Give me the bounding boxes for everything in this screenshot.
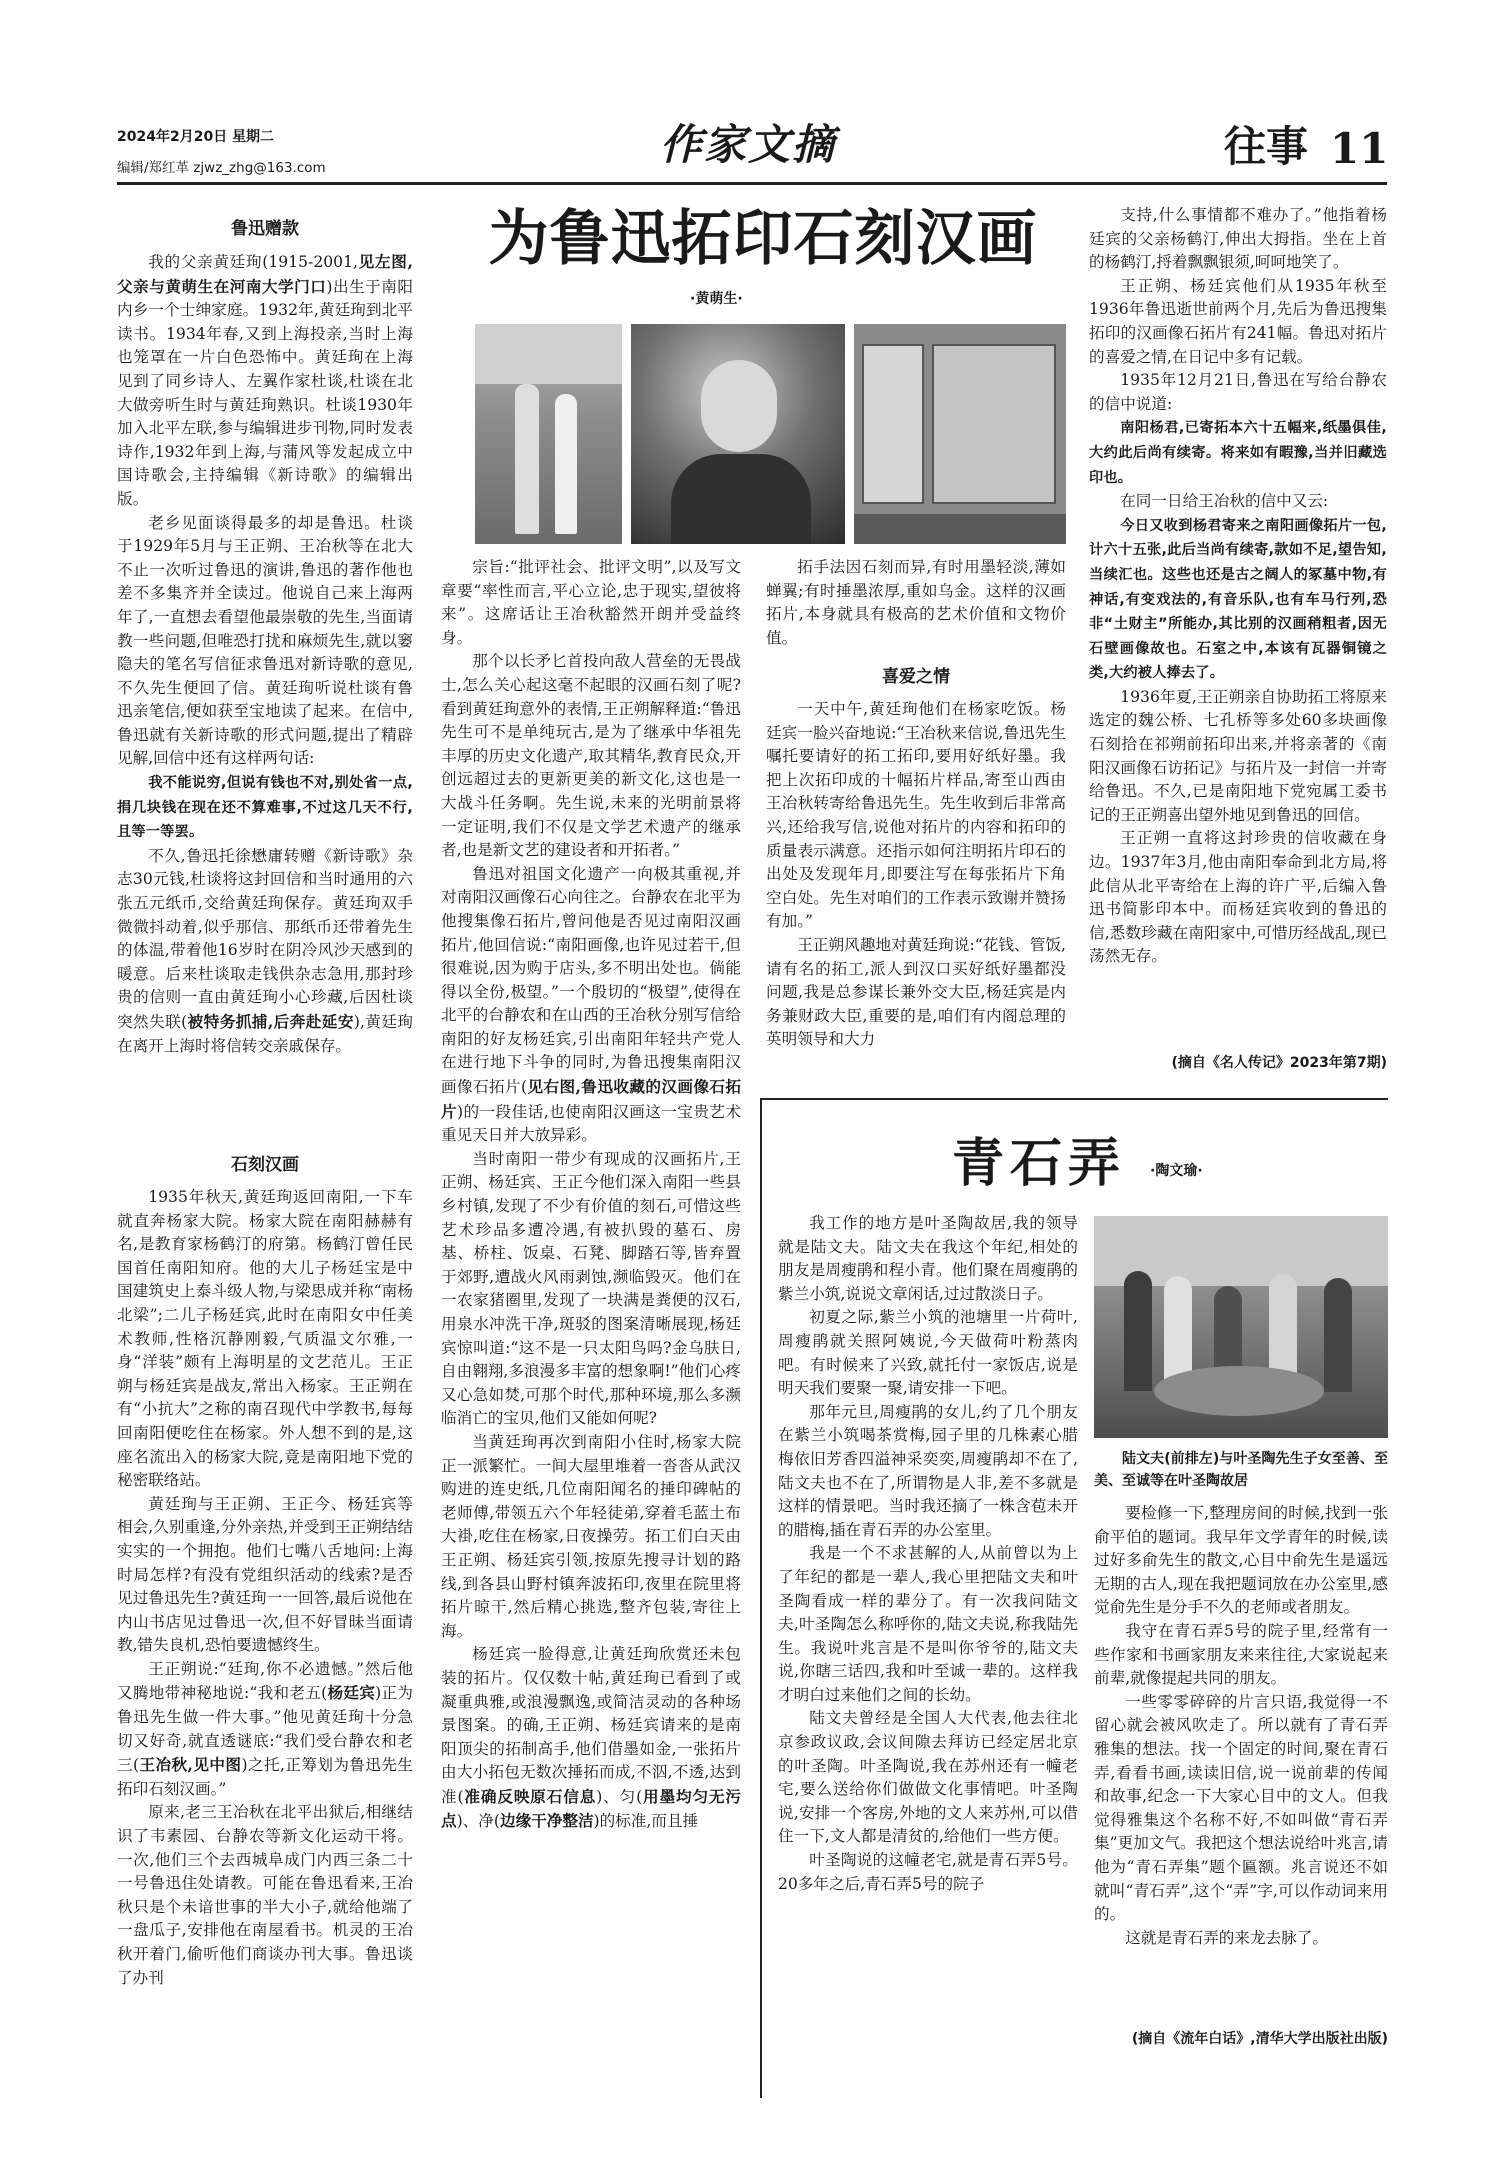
paragraph: 一些零零碎碎的片言只语,我觉得一不留心就会被风吹走了。所以就有了青石弄雅集的想法。找一个固定的时间,聚在青石弄,看看书画,读读旧信,说一说前辈的传闻和故事,纪念一下大家心目中的文人。但我觉得雅集这个名称不好,不如叫做“青石弄集”更加文气。我把这个想法说给叶兆言,请他为“青石弄集”题个匾额。兆言说还不如就叫“青石弄”,这个“弄”字,可以作动词来用的。: [1094, 1692, 1388, 1924]
paragraph: 那个以长矛匕首投向敌人营垒的无畏战士,怎么关心起这毫不起眼的汉画石刻了呢?看到黄廷珣意外的表情,王正朔解释道:“鲁迅先生可不是单纯玩古,是为了继承中华祖先丰厚的历史文化遗产,取其精华,教育民众,开创远超过去的更新更美的新文化,这也是一大战斗任务啊。先生说,未来的光明前景将一定证明,我们不仅是文学艺术遗产的继承者,也是新文艺的建设者和开拓者。”: [441, 652, 741, 860]
paragraph: 我的父亲黄廷珣(1915-2001,见左图,父亲与黄萌生在河南大学门口)出生于南阳内乡一个士绅家庭。1932年,黄廷珣到北平读书。1934年春,又到上海投亲,当时上海也笼罩在一片白色恐怖中。黄廷珣在上海见到了同乡诗人、左翼作家杜谈,杜谈在北大做旁听生时与黄廷珣熟识。杜谈1930年加入北平左联,参与编辑进步刊物,同时发表诗作,1932年到上海,与蒲风等发起成立中国诗歌会,主持编辑《新诗歌》的编辑出版。: [117, 252, 413, 508]
paragraph: 当黄廷珣再次到南阳小住时,杨家大院正一派繁忙。一间大屋里堆着一沓沓从武汉购进的连史纸,几位南阳闻名的捶印碑帖的老师傅,带领五六个年轻徒弟,穿着毛蓝土布大褂,吃住在杨家,日夜操劳。拓工们白天由王正朔、杨廷宾引领,按原先搜寻计划的路线,到各县山野村镇奔波拓印,夜里在院里将拓片晾干,然后精心挑选,整齐包装,寄往上海。: [441, 1432, 741, 1640]
photo-lu-wenfu-group: [1094, 1216, 1388, 1438]
paragraph: 杨廷宾一脸得意,让黄廷珣欣赏还未包装的拓片。仅仅数十帖,黄廷珣已看到了或凝重典雅,或浪漫飘逸,或简洁灵动的各种场景图案。的确,王正朔、杨廷宾请来的是南阳顶尖的拓制高手,他们借墨如金,一张拓片由大小拓包无数次捶拓而成,不泅,不透,达到准(准确反映原石信息)、匀(用墨均匀无污点)、净(边缘干净整洁)的标准,而且捶: [441, 1645, 741, 1831]
article1-col3-part1: [766, 556, 1066, 652]
photo-rubbings-exhibit: [854, 324, 1066, 544]
paragraph: 王正朔风趣地对黄廷珣说:“花钱、管饭,请有名的拓工,派人到汉口买好纸好墨都没问题,我是总参谋长兼外交大臣,杨廷宾是内务兼财政大臣,重要的是,咱们有内阁总理的英明领导和大力: [766, 935, 1066, 1049]
article1-col4: [1089, 204, 1387, 1038]
header-rule: [117, 182, 1387, 185]
paragraph: 陆文夫曾经是全国人大代表,他去往北京参政议政,会议间隙去拜访已经定居北京的叶圣陶。叶圣陶说,我在苏州还有一幢老宅,要么送给你们做做文化事情吧。叶圣陶说,安排一个客房,外地的文人来苏州,可以借住一下,文人都是清贫的,给他们一些方便。: [778, 1709, 1078, 1846]
photo-father-and-son: [475, 324, 622, 544]
photo-caption: 陆文夫(前排左)与叶圣陶先生子女至善、至美、至诚等在叶圣陶故居: [1094, 1451, 1388, 1489]
subheading-lu-xun-donation: 鲁迅赠款: [231, 219, 299, 239]
section-title: 往事: [1224, 122, 1309, 171]
paragraph: 我工作的地方是叶圣陶故居,我的领导就是陆文夫。陆文夫在我这个年纪,相处的朋友是周瘦鹃和程小青。他们聚在周瘦鹃的紫兰小筑,说说文章闲话,过过散淡日子。: [778, 1214, 1078, 1303]
article1-col1-part1: [117, 250, 413, 1138]
article1-source: (摘自《名人传记》2023年第7期): [1171, 1055, 1387, 1071]
article1-col2: [441, 556, 741, 2086]
paragraph: 鲁迅对祖国文化遗产一向极其重视,并对南阳汉画像石心向往之。台静农在北平为他搜集像石拓片,曾问他是否见过南阳汉画拓片,他回信说:“南阳画像,也许见过若干,但很难说,因为购于店头,多不明出处也。倘能得以全份,极望。”一个殷切的“极望”,使得在北平的台静农和在山西的王冶秋分别写信给南阳的好友杨廷宾,引出南阳年轻共产党人在进行地下斗争的同时,为鲁迅搜集南阳汉画像石拓片(见右图,鲁迅收藏的汉画像石拓片)的一段佳话,也使南阳汉画这一宝贵艺术重见天日并大放异彩。: [441, 864, 741, 1145]
paragraph: 在同一日给王冶秋的信中又云:: [1120, 492, 1329, 511]
paragraph: 拓手法因石刻而异,有时用墨轻淡,薄如蝉翼;有时捶墨浓厚,重如乌金。这样的汉画拓片,本身就具有极高的艺术价值和文物价值。: [766, 558, 1066, 647]
paragraph: 支持,什么事情都不难办了。”他指着杨廷宾的父亲杨鹤汀,伸出大拇指。坐在上首的杨鹤汀,捋着飘飘银须,呵呵地笑了。: [1089, 206, 1387, 272]
paragraph: 老乡见面谈得最多的却是鲁迅。杜谈于1929年5月与王正朔、王冶秋等在北大不止一次听过鲁迅的演讲,鲁迅的著作他也差不多集齐并全读过。他说自己来上海两年了,一直想去看望他最崇敬的先生,当面请教一些问题,但唯恐打扰和麻烦先生,就以窭隐夫的笔名写信征求鲁迅对新诗歌的意见,不久先生便回了信。黄廷珣听说杜谈有鲁迅亲笔信,便如获至宝地读了起来。在信中,鲁迅就有关新诗歌的形式问题,提出了精辟见解,回信中还有这样两句话:: [117, 513, 413, 768]
paragraph: 我不能说穷,但说有钱也不对,别处省一点,捐几块钱在现在还不算难事,不过这几天不行,且等一等罢。: [117, 775, 413, 841]
paragraph: 1936年夏,王正朔亲自协助拓工将原来选定的魏公桥、七孔桥等多处60多块画像石刻拾在祁朔前拓印出来,并将亲著的《南阳汉画像石访拓记》与拓片及一封信一并寄给鲁迅。不久,已是南阳地下党宛属工委书记的王正朔喜出望外地见到鲁迅的回信。: [1089, 687, 1387, 824]
article2-title: 青石弄: [952, 1134, 1127, 1194]
paragraph: 王正朔一直将这封珍贵的信收藏在身边。1937年3月,他由南阳奉命到北方局,将此信从北平寄给在上海的许广平,后编入鲁迅书简影印本中。而杨廷宾收到的鲁迅的信,悉数珍藏在南阳家中,可惜历经战乱,现已荡然无存。: [1089, 829, 1387, 966]
article-byline: ·黄萌生·: [690, 291, 743, 307]
paragraph: 黄廷珣与王正朔、王正今、杨廷宾等相会,久别重逢,分外亲热,并受到王正朔结结实实的一个拥抱。他们七嘴八舌地问:上海时局怎样?有没有党组织活动的线索?是否见过鲁迅先生?黄廷珣一一回答,最后说他在内山书店见过鲁迅一次,但不好冒昧当面请教,错失良机,恐怕要遗憾终生。: [117, 1494, 413, 1655]
masthead: 作家文摘: [660, 120, 837, 169]
paragraph: 我守在青石弄5号的院子里,经常有一些作家和书画家朋友来来往往,大家说起来前辈,就像提起共同的朋友。: [1094, 1621, 1388, 1688]
article-title: 为鲁迅拓印石刻汉画: [488, 204, 1038, 274]
paragraph: 今日又收到杨君寄来之南阳画像拓片一包,计六十五张,此后当尚有续寄,款如不足,望告知,当续汇也。这些也还是古之阔人的冢墓中物,有神话,有变戏法的,有音乐队,也有车马行列,恐非“土财主”所能办,其比别的汉画稍粗者,因无石壁画像故也。石室之中,本该有瓦器铜镜之类,大约被人捧去了。: [1089, 517, 1387, 682]
paragraph: 王正朔、杨廷宾他们从1935年秋至1936年鲁迅逝世前两个月,先后为鲁迅搜集拓印的汉画像石拓片有241幅。鲁迅对拓片的喜爱之情,在日记中多有记载。: [1089, 276, 1387, 366]
paragraph: 当时南阳一带少有现成的汉画拓片,王正朔、杨廷宾、王正今他们深入南阳一些县乡村镇,发现了不少有价值的刻石,可惜这些艺术珍品多遭冷遇,有被扒毁的墓石、房基、桥柱、饭桌、石凳、脚踏石等,皆弃置于郊野,遭战火风雨剥蚀,濒临毁灭。他们在一农家猪圈里,发现了一块满是粪便的汉石,用泉水冲洗干净,斑驳的图案清晰展现,杨廷宾惊叫道:“这不是一只太阳鸟吗?金乌肤日,自由翱翔,多浪漫多丰富的想象啊!”他们心疼又心急如焚,可那个时代,那种环境,那么多濒临消亡的宝贝,他们又能如何呢?: [441, 1149, 741, 1428]
article2-byline: ·陶文瑜·: [1150, 1163, 1203, 1179]
subheading-stone-carving: 石刻汉画: [231, 1155, 299, 1175]
paragraph: 原来,老三王冶秋在北平出狱后,相继结识了韦素园、台静农等新文化运动干将。一次,他们三个去西城阜成门内西三条二十一号鲁迅住处请教。可能在鲁迅看来,王冶秋只是个未谙世事的半大小子,就给他端了一盘瓜子,安排他在南屋看书。机灵的王冶秋开着门,偷听他们商谈办刊大事。鲁迅谈了办刊: [117, 1803, 413, 1987]
editor-credit: 编辑/郑红革 zjwz_zhg@163.com: [117, 160, 326, 176]
paragraph: 南阳杨君,已寄拓本六十五幅来,纸墨俱佳,大约此后尚有续寄。将来如有暇豫,当并旧藏选印也。: [1089, 420, 1387, 486]
article2-source: (摘自《流年白话》,清华大学出版社出版): [1131, 2031, 1388, 2047]
paragraph: 初夏之际,紫兰小筑的池塘里一片荷叶,周瘦鹃就关照阿姨说,今天做荷叶粉蒸肉吧。有时候来了兴致,就托付一家饭店,说是明天我们要聚一聚,请安排一下吧。: [778, 1308, 1078, 1398]
paragraph: 宗旨:“批评社会、批评文明”,以及写文章要“率性而言,平心立论,忠于现实,望彼将来”。这席话让王冶秋豁然开朗并受益终身。: [441, 558, 741, 647]
paragraph: 那年元旦,周瘦鹃的女儿,约了几个朋友在紫兰小筑喝茶赏梅,园子里的几株素心腊梅依旧芳香四溢神采奕奕,周瘦鹃却不在了,陆文夫也不在了,所谓物是人非,差不多就是这样的情景吧。当时我还摘了一株含苞未开的腊梅,插在青石弄的办公室里。: [778, 1402, 1078, 1539]
paragraph: 1935年秋天,黄廷珣返回南阳,一下车就直奔杨家大院。杨家大院在南阳赫赫有名,是教育家杨鹤汀的府第。杨鹤汀曾任民国首任南阳知府。他的大儿子杨廷宝是中国建筑史上泰斗级人物,与梁思成并称“南杨北梁”;二儿子杨廷宾,此时在南阳女中任美术教师,性格沉静刚毅,气质温文尔雅,一身“洋装”颇有上海明星的文艺范儿。王正朔与杨廷宾是战友,常出入杨家。王正朔在有“小抗大”之称的南召现代中学教书,每每回南阳便吃住在杨家。外人想不到的是,这座名流出入的杨家大院,竟是南阳地下党的秘密联络站。: [117, 1188, 413, 1490]
paragraph: 我是一个不求甚解的人,从前曾以为上了年纪的都是一辈人,我心里把陆文夫和叶圣陶看成一样的辈分了。有一次我问陆文夫,叶圣陶怎么称呼你的,陆文夫说,称我陆先生。我说叶兆言是不是叫你爷爷的,陆文夫说,你瞎三话四,我和叶至诚一辈的。这样我才明白过来他们之间的长幼。: [778, 1544, 1078, 1704]
paragraph: 不久,鲁迅托徐懋庸转赠《新诗歌》杂志30元钱,杜谈将这封回信和当时通用的六张五元纸币,交给黄廷珣保存。黄廷珣双手微微抖动着,似乎那信、那纸币还带着先生的体温,带着他16岁时在阴冷风沙天感到的暖意。后来杜谈取走钱供杂志急用,那封珍贵的信则一直由黄廷珣小心珍藏,后因杜谈突然失联(被特务抓捕,后奔赴延安),黄廷珣在离开上海时将信转交亲戚保存。: [117, 846, 413, 1055]
paragraph: 王正朔说:“廷珣,你不必遗憾。”然后他又腾地带神秘地说:“我和老五(杨廷宾)正为鲁迅先生做一件大事。”他见黄廷珣十分急切又好奇,就直透谜底:“我们受台静农和老三(王冶秋,见中图)之托,正筹划为鲁迅先生拓印石刻汉画。”: [117, 1659, 413, 1798]
paragraph: 一天中午,黄廷珣他们在杨家吃饭。杨廷宾一脸兴奋地说:“王冶秋来信说,鲁迅先生嘱托要请好的拓工拓印,要用好纸好墨。我把上次拓印成的十幅拓片样品,寄至山西由王冶秋转寄给鲁迅先生。先生收到后非常高兴,还给我写信,说他对拓片的内容和拓印的质量表示满意。还指示如何注明拓片印石的出处及发现年月,即要注写在每张拓片下角空白处。先生对咱们的工作表示致谢并赞扬有加。”: [766, 700, 1066, 931]
page-number: 11: [1330, 124, 1389, 173]
issue-date: 2024年2月20日 星期二: [117, 129, 275, 145]
photo-wang-yeqiu: [631, 324, 845, 544]
subheading-affection: 喜爱之情: [882, 667, 950, 687]
article2-col2: [1094, 1502, 1388, 2018]
article2-col1: [778, 1212, 1078, 2090]
paragraph: 叶圣陶说的这幢老宅,就是青石弄5号。20多年之后,青石弄5号的院子: [778, 1851, 1078, 1893]
paragraph: 这就是青石弄的来龙去脉了。: [1125, 1928, 1328, 1947]
article1-col3-part2: [766, 698, 1066, 1082]
paragraph: 1935年12月21日,鲁迅在写给台静农的信中说道:: [1089, 371, 1387, 413]
article1-col1-part2: [117, 1186, 413, 2086]
paragraph: 要检修一下,整理房间的时候,找到一张俞平伯的题词。我早年文学青年的时候,读过好多俞先生的散文,心目中俞先生是遥远无期的古人,现在我把题词放在办公室里,感觉俞先生是分手不久的老师或者朋友。: [1094, 1504, 1388, 1617]
